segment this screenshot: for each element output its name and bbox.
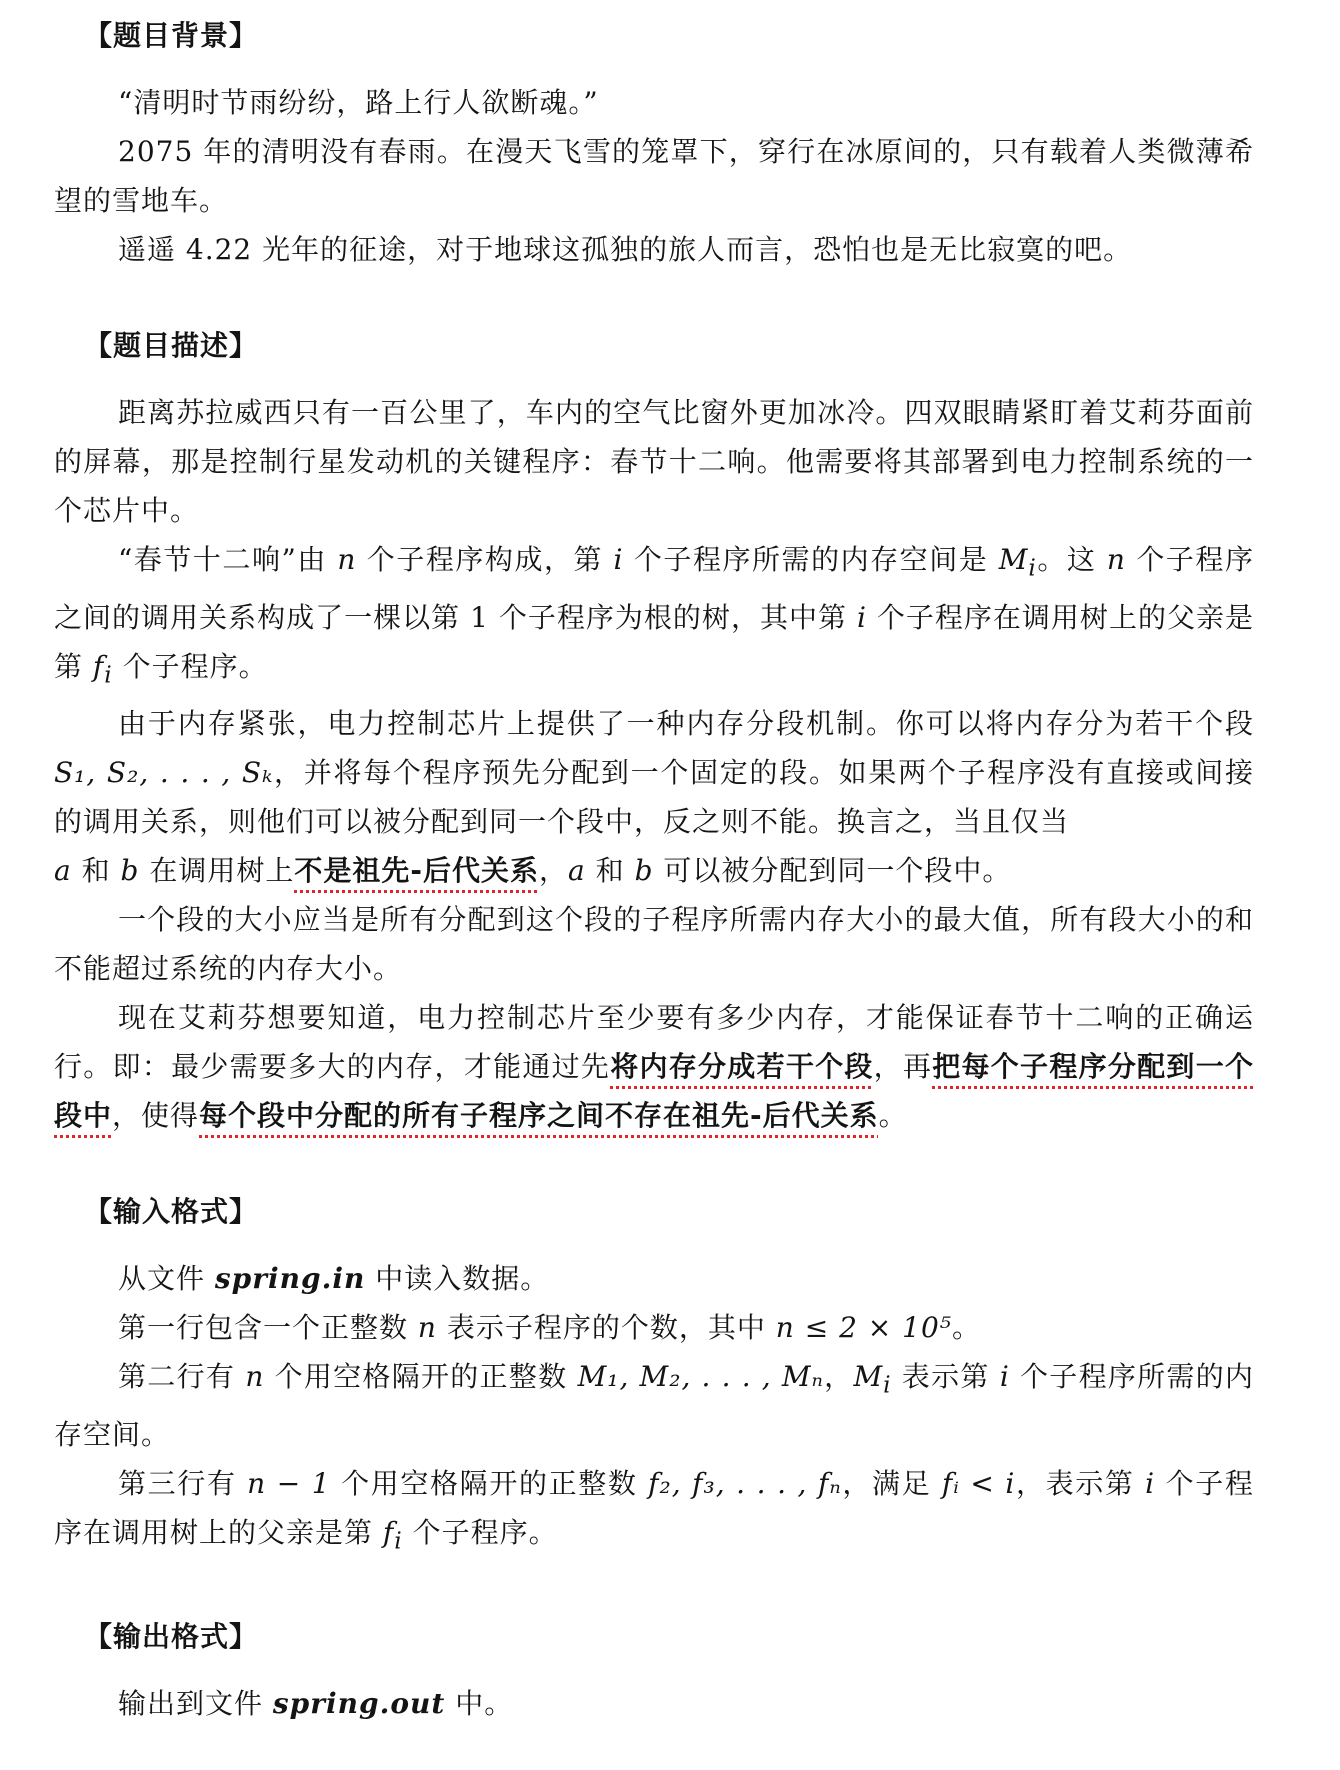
math-n: n [337,543,357,576]
section-title-output: 【输出格式】 [84,1620,259,1654]
math-n: n [245,1360,265,1394]
math-constraint-n: n ≤ 2 × 10⁵ [775,1311,953,1345]
math-n-minus-1: n − 1 [247,1466,331,1500]
text: 个用空格隔开的正整数 [341,1466,638,1500]
text: 。 [878,1099,908,1133]
section-title-background: 【题目背景】 [84,19,259,52]
text: 和 [595,854,625,888]
math-f: f [92,649,105,683]
math-i: i [999,1360,1010,1394]
input-paragraph-4 [54,1459,1254,1566]
text: 第二行有 [118,1360,236,1394]
input-paragraph-2 [54,1303,1254,1352]
input-paragraph-1 [54,1254,1254,1303]
text: 个子程序所需的内存空间。 [54,1360,1254,1451]
problem-statement [54,16,1254,1728]
math-f-list: f₂, f₃, . . . , fₙ [648,1466,842,1500]
text: 中。 [455,1687,514,1721]
text: ，满足 [841,1466,932,1500]
text: 在调用树上 [149,854,295,888]
text: ，并将每个程序预先分配到一个固定的段。如果两个子程序没有直接或间接的调用关系，则他们可以被分配到同一个段中，反之则不能。换言之，当且仅当 [54,756,1254,839]
text: 现在艾莉芬想要知道，电力控制芯片至少要有多少内存，才能保证春节十二响的正确运行。即：最少需要多大的内存，才能通过先 [54,1001,1254,1084]
text: 个子程序之间的调用关系构成了一棵以第 1 个子程序为根的树，其中第 [54,543,1254,634]
emphasis-split-segments: 将内存分成若干个段 [610,1050,874,1084]
text: 个子程序。 [122,649,268,683]
math-subscript: i [883,1370,892,1399]
math-Mi [998,543,1037,582]
math-subscript: i [104,660,113,689]
text: 个子程序构成，第 [366,543,604,576]
math-constraint-f: fᵢ < i [941,1466,1016,1500]
math-Mi [853,1360,892,1399]
text: ，表示第 [1015,1466,1135,1500]
section-title-description: 【题目描述】 [84,329,259,362]
math-n: n [1106,543,1126,576]
math-b: b [634,854,654,888]
math-fi [382,1515,403,1555]
text: 中读入数据。 [375,1262,550,1296]
description-paragraph-5 [54,993,1254,1140]
description-paragraph-2 [54,535,1254,699]
text: 个用空格隔开的正整数 [274,1360,568,1394]
math-i: i [1145,1466,1156,1500]
math-subscript: i [394,1526,403,1555]
text: ，使得 [112,1099,200,1133]
text: 和 [81,854,111,888]
text: 个子程序在调用树上的父亲是第 [54,600,1254,683]
text: 第三行有 [118,1466,237,1500]
text: 。 [952,1311,982,1345]
emphasis-no-ancestor: 每个段中分配的所有子程序之间不存在祖先-后代关系 [199,1099,879,1133]
text: 第一行包含一个正整数 [118,1311,409,1345]
text: ， [823,1360,854,1394]
text: 个子程序在调用树上的父亲是第 [54,1466,1254,1549]
math-M-list: M₁, M₂, . . . , Mₙ [577,1360,824,1394]
output-filename: spring.out [272,1687,446,1721]
description-paragraph-3 [54,699,1254,895]
text: ，再 [873,1050,933,1084]
description-paragraph-4: 一个段的大小应当是所有分配到这个段的子程序所需内存大小的最大值，所有段大小的和不能超过系统的内存大小。 [54,903,1254,986]
background-paragraph-2: 遥遥 4.22 光年的征途，对于地球这孤独的旅人而言，恐怕也是无比寂寞的吧。 [118,233,1133,266]
math-a: a [54,854,72,888]
text: 个子程序。 [412,1515,558,1549]
section-title-input: 【输入格式】 [84,1195,259,1229]
math-n: n [417,1311,437,1345]
text: 表示子程序的个数，其中 [446,1311,766,1345]
math-i: i [856,600,867,634]
background-paragraph-1: 2075 年的清明没有春雨。在漫天飞雪的笼罩下，穿行在冰原间的，只有载着人类微薄希望的雪地车。 [54,135,1254,217]
text: 个子程序所需的内存空间是 [633,543,989,576]
math-M: M [853,1360,884,1394]
text: 从文件 [118,1262,206,1296]
math-segments: S₁, S₂, . . . , Sₖ [54,756,274,790]
math-i: i [613,543,624,576]
text: 由于内存紧张，电力控制芯片上提供了一种内存分段机制。你可以将内存分为若干个段 [118,707,1254,741]
background-quote: “清明时节雨纷纷，路上行人欲断魂。” [118,86,599,119]
math-subscript: i [1028,553,1037,582]
text: 输出到文件 [118,1687,264,1721]
input-paragraph-3 [54,1352,1254,1459]
text: ， [539,854,569,888]
text: 可以被分配到同一个段中。 [663,854,1012,888]
output-paragraph-1 [54,1679,1254,1728]
text: “春节十二响”由 [118,543,327,576]
emphasis-assign-programs: 把每个子程序分配到一个段中 [54,1050,1254,1133]
input-filename: spring.in [214,1262,366,1296]
math-f: f [382,1515,395,1549]
emphasis-not-ancestor: 不是祖先-后代关系 [294,854,540,888]
description-paragraph-1: 距离苏拉威西只有一百公里了，车内的空气比窗外更加冰冷。四双眼睛紧盯着艾莉芬面前的屏幕，那是控制行星发动机的关键程序：春节十二响。他需要将其部署到电力控制系统的一个芯片中。 [54,396,1254,527]
text: 表示第 [901,1360,990,1394]
math-a: a [568,854,586,888]
math-fi [92,649,113,689]
math-M: M [998,543,1029,576]
text: 。这 [1036,543,1097,576]
math-b: b [120,854,140,888]
